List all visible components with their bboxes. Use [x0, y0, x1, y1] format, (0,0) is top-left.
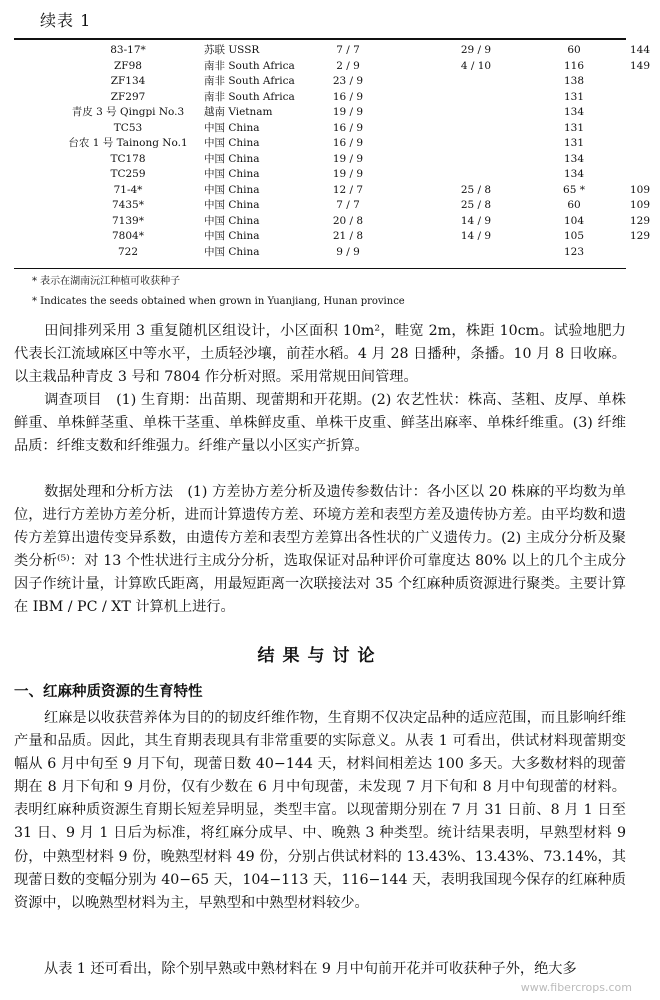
table-cell-sow: 9 / 9 — [336, 245, 360, 258]
table-cell-origin: 南非 South Africa — [204, 90, 295, 103]
table-bottom-rule — [14, 268, 626, 269]
table-cell-origin: 中国 China — [204, 152, 260, 165]
table-cell-origin: 中国 China — [204, 137, 260, 149]
table-cell-origin: 中国 China — [204, 168, 260, 180]
paragraph-continuation — [14, 958, 626, 981]
paragraph-text: 红麻是以收获营养体为目的的韧皮纤维作物，生育期不仅决定品种的适应范围，而且影响纤维产量和品质。因此，其生育期表现具有非常重要的实际意义。从表 1 可看出，供试材料现蕾期变幅从 6 月中旬至 9 月下旬，现蕾日数 40−144 天，材料间相差达 100 多天。大多数材料的现蕾期在 8 月下旬和 9 月份，仅有少数在 6 月中旬现蕾，未发现 7 月下旬和 8 月中旬现蕾的材料。表明红麻种质资源生育期长短差异明显，类型丰富。以现蕾期分别在 7 月 31 日前、8 月 1 日至 31 日、9 月 1 日后为标准，将红麻分成早、中、晚熟 3 种类型。统计结果表明，早熟型材料 9 份，中熟型材料 9 份，晚熟型材料 49 份，分别占供试材料的 13.43%、13.43%、73.14%，其现蕾日数的变幅分别为 40−65 天，104−113 天，116−144 天，表明我国现今保存的红麻种质资源中，以晚熟型材料为主，早熟型和中熟型材料较少。 — [14, 710, 626, 911]
table-cell-origin: 苏联 USSR — [204, 44, 260, 56]
table-cell-bud: 29 / 9 — [460, 44, 492, 56]
table-cell-d1: 138 — [563, 75, 585, 87]
table-cell-sow: 23 / 9 — [332, 75, 364, 87]
table-cell-name: 台农 1 号 Tainong No.1 — [68, 137, 188, 149]
table-cell-sow: 19 / 9 — [332, 106, 364, 118]
table-row — [14, 105, 626, 120]
table-row — [14, 90, 626, 105]
table-cell-bud: 25 / 8 — [460, 183, 492, 196]
table-cell-sow: 16 / 9 — [332, 90, 364, 103]
table-cell-name: 青皮 3 号 Qingpi No.3 — [71, 106, 185, 118]
table-cell-bud: 4 / 10 — [460, 59, 492, 72]
table-cell-d1: 104 — [563, 214, 585, 227]
table-cell-sow: 19 / 9 — [332, 168, 364, 180]
table-row — [14, 229, 651, 244]
table-cell-d1: 134 — [563, 106, 585, 118]
table-cell-name: 71-4* — [113, 183, 143, 196]
table-cell-origin: 中国 China — [204, 245, 260, 258]
table-cell-d1: 105 — [563, 230, 585, 242]
table-cell-d1: 134 — [563, 168, 585, 180]
table-cell-d1: 131 — [563, 137, 585, 149]
table-cell-sow: 20 / 8 — [332, 214, 364, 227]
table-cell-name: 7804* — [112, 230, 144, 242]
table-cell-sow: 19 / 9 — [332, 152, 364, 165]
table-cell-origin: 中国 China — [204, 230, 260, 242]
table-cell-origin: 越南 Vietnam — [204, 106, 273, 118]
table-cell-sow: 2 / 9 — [336, 59, 360, 72]
table-note-chinese: * 表示在湖南沅江种植可收获种子 — [32, 276, 181, 287]
table-cell-d2: 109 — [629, 183, 651, 196]
table-cell-name: 722 — [117, 245, 139, 258]
table-cell-origin: 南非 South Africa — [204, 75, 295, 87]
table-caption: 续表 1 — [40, 11, 92, 30]
table-cell-sow: 12 / 7 — [332, 183, 364, 196]
table-cell-sow: 21 / 8 — [332, 230, 364, 242]
table-cell-d1: 123 — [563, 245, 585, 258]
table-row — [14, 136, 626, 151]
table-cell-d2: 109 — [629, 199, 651, 211]
paragraph-growth-results — [14, 707, 626, 915]
table-top-rule — [14, 38, 626, 40]
table-row — [14, 167, 626, 182]
table-cell-sow: 16 / 9 — [332, 121, 364, 134]
subsection-title: 一、红麻种质资源的生育特性 — [14, 684, 203, 700]
table-cell-name: 7435* — [112, 199, 144, 211]
table-row — [14, 74, 626, 89]
paragraph-text: 数据处理和分析方法 (1) 方差协方差分析及遗传参数估计：各小区以 20 株麻的平均数为单位，进行方差协方差分析，进而计算遗传方差、环境方差和表型方差及遗传协方差。由平均数和遗传方差算出遗传变异系数，由遗传方差和表型方差算出各性状的广义遗传力。(2) 主成分分析及聚类分析⁽⁵⁾：对 13 个性状进行主成分分析，选取保证对品种评价可靠度达 80% 以上的几个主成分因子作统计量，计算欧氏距离，用最短距离一次联接法对 35 个红麻种质资源进行聚类。主要计算在 IBM / PC / XT 计算机上进行。 — [14, 484, 626, 616]
table-cell-name: TC53 — [113, 121, 143, 134]
table-row — [14, 183, 651, 198]
table-cell-d2: 129 — [629, 230, 651, 242]
table-row — [14, 43, 651, 58]
watermark: www.fibercrops.com — [520, 981, 632, 994]
table-cell-d1: 131 — [563, 90, 585, 103]
table-cell-origin: 中国 China — [204, 121, 260, 134]
table-cell-name: 83-17* — [110, 44, 146, 56]
table-cell-d1: 60 — [567, 44, 581, 56]
paragraph-text: 调查项目 (1) 生育期：出苗期、现蕾期和开花期。(2) 农艺性状：株高、茎粗、皮厚、单株鲜重、单株鲜茎重、单株干茎重、单株鲜皮重、单株干皮重、鲜茎出麻率、单株纤维重。(3) 纤维品质：纤维支数和纤维强力。纤维产量以小区实产折算。 — [14, 392, 626, 455]
table-cell-name: ZF134 — [110, 75, 146, 87]
paragraph-text: 田间排列采用 3 重复随机区组设计，小区面积 10m²，畦宽 2m，株距 10cm。试验地肥力代表长江流域麻区中等水平，土质轻沙壤，前茬水稻。4 月 28 日播种，条播。10 月 8 日收麻。以主栽品种青皮 3 号和 7804 作分析对照。采用常规田间管理。 — [14, 323, 626, 386]
table-cell-name: TC259 — [110, 168, 146, 180]
paragraph-survey-items — [14, 389, 626, 458]
table-row — [14, 121, 626, 136]
table-cell-sow: 16 / 9 — [332, 137, 364, 149]
table-cell-sow: 7 / 7 — [336, 199, 360, 211]
section-title: 结果与讨论 — [257, 646, 383, 666]
table-cell-name: ZF98 — [114, 59, 142, 72]
table-cell-sow: 7 / 7 — [336, 44, 360, 56]
table-cell-origin: 中国 China — [204, 199, 260, 211]
table-cell-d1: 65 * — [563, 183, 585, 196]
table-cell-d1: 131 — [563, 121, 585, 134]
table-cell-origin: 中国 China — [204, 183, 260, 196]
table-cell-name: ZF297 — [110, 90, 146, 103]
table-cell-d1: 116 — [563, 59, 585, 72]
table-cell-d2: 149 — [629, 59, 651, 72]
table-row — [14, 152, 626, 167]
paragraph-field-design — [14, 320, 626, 389]
table-row — [14, 198, 651, 213]
table-cell-origin: 中国 China — [204, 214, 260, 227]
table-cell-name: TC178 — [110, 152, 146, 165]
table-row — [14, 59, 651, 74]
paragraph-text: 从表 1 还可看出，除个别早熟或中熟材料在 9 月中旬前开花并可收获种子外，绝大多 — [44, 961, 577, 977]
table-cell-bud: 14 / 9 — [460, 214, 492, 227]
table-row — [14, 214, 651, 229]
table-cell-bud: 25 / 8 — [460, 199, 492, 211]
table-cell-origin: 南非 South Africa — [204, 59, 295, 72]
paragraph-analysis-methods — [14, 481, 626, 620]
table-row — [14, 245, 626, 260]
table-cell-d2: 144 — [629, 44, 651, 56]
table-note-english: * Indicates the seeds obtained when grown in Yuanjiang, Hunan province — [32, 296, 405, 307]
table-cell-d1: 60 — [567, 199, 581, 211]
table-cell-d1: 134 — [563, 152, 585, 165]
table-cell-bud: 14 / 9 — [460, 230, 492, 242]
table-cell-name: 7139* — [112, 214, 144, 227]
table-cell-d2: 129 — [629, 214, 651, 227]
